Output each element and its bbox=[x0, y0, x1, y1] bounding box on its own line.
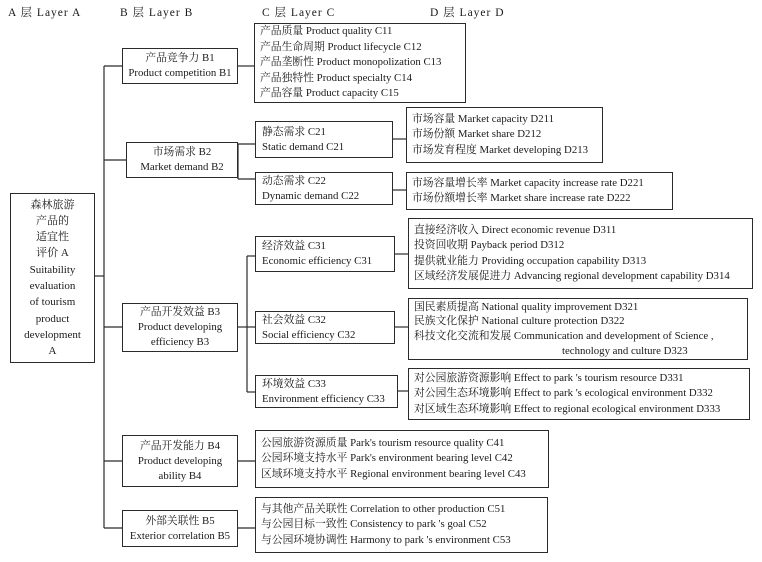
indicator-box-d331-d333: 对公园旅游资源影响 Effect to park 's tourism resource D331 对公园生态环境影响 Effect to park 's ecological environment D332 对区域生态环境影响 Effect to regional ecological environment D333 bbox=[408, 368, 750, 420]
subcriterion-box-environment-efficiency-c33: 环境效益 C33 Environment efficiency C33 bbox=[255, 375, 398, 408]
subcriteria-box-c41-c43: 公园旅游资源质量 Park's tourism resource quality C41 公园环境支持水平 Park's environment bearing level C42 区域环境支持水平 Regional environment bearing level C43 bbox=[255, 430, 549, 488]
subcriterion-box-social-efficiency-c32: 社会效益 C32 Social efficiency C32 bbox=[255, 311, 395, 344]
criterion-box-market-demand-b2: 市场需求 B2 Market demand B2 bbox=[126, 142, 238, 178]
layer-a-header: A 层 Layer A bbox=[8, 7, 82, 19]
subcriteria-box-c11-c15: 产品质量 Product quality C11 产品生命周期 Product lifecycle C12 产品垄断性 Product monopolization C13 产品独特性 Product specialty C14 产品容量 Product capacity C15 bbox=[254, 23, 466, 103]
indicator-box-d321-d323: 国民素质提高 National quality improvement D321 民族文化保护 National culture protection D322 科技文化交流和发展 Communication and development of Science , technology and culture D323 bbox=[408, 298, 748, 360]
subcriteria-box-c51-c53: 与其他产品关联性 Correlation to other production C51 与公园目标一致性 Consistency to park 's goal C52 与公园环境协调性 Harmony to park 's environment C53 bbox=[255, 497, 548, 553]
criterion-box-product-developing-ability-b4: 产品开发能力 B4 Product developing ability B4 bbox=[122, 435, 238, 487]
criterion-box-product-competition-b1: 产品竞争力 B1 Product competition B1 bbox=[122, 48, 238, 84]
criterion-box-exterior-correlation-b5: 外部关联性 B5 Exterior correlation B5 bbox=[122, 510, 238, 547]
subcriterion-box-dynamic-demand-c22: 动态需求 C22 Dynamic demand C22 bbox=[255, 172, 393, 205]
criterion-box-product-developing-efficiency-b3: 产品开发效益 B3 Product developing efficiency B3 bbox=[122, 303, 238, 352]
indicator-box-d311-d314: 直接经济收入 Direct economic revenue D311 投资回收期 Payback period D312 提供就业能力 Providing occupation capability D313 区域经济发展促进力 Advancing regional development capability D314 bbox=[408, 218, 753, 289]
subcriterion-box-static-demand-c21: 静态需求 C21 Static demand C21 bbox=[255, 121, 393, 158]
layer-d-header: D 层 Layer D bbox=[430, 7, 505, 19]
layer-b-header: B 层 Layer B bbox=[120, 7, 194, 19]
layer-c-header: C 层 Layer C bbox=[262, 7, 336, 19]
indicator-box-d221-d222: 市场容量增长率 Market capacity increase rate D221 市场份额增长率 Market share increase rate D222 bbox=[406, 172, 673, 210]
subcriterion-box-economic-efficiency-c31: 经济效益 C31 Economic efficiency C31 bbox=[255, 236, 395, 272]
goal-box-suitability-evaluation: 森林旅游 产品的 适宜性 评价 A Suitability evaluation of tourism product development A bbox=[10, 193, 95, 363]
indicator-box-d211-d213: 市场容量 Market capacity D211 市场份额 Market share D212 市场发育程度 Market developing D213 bbox=[406, 107, 603, 163]
